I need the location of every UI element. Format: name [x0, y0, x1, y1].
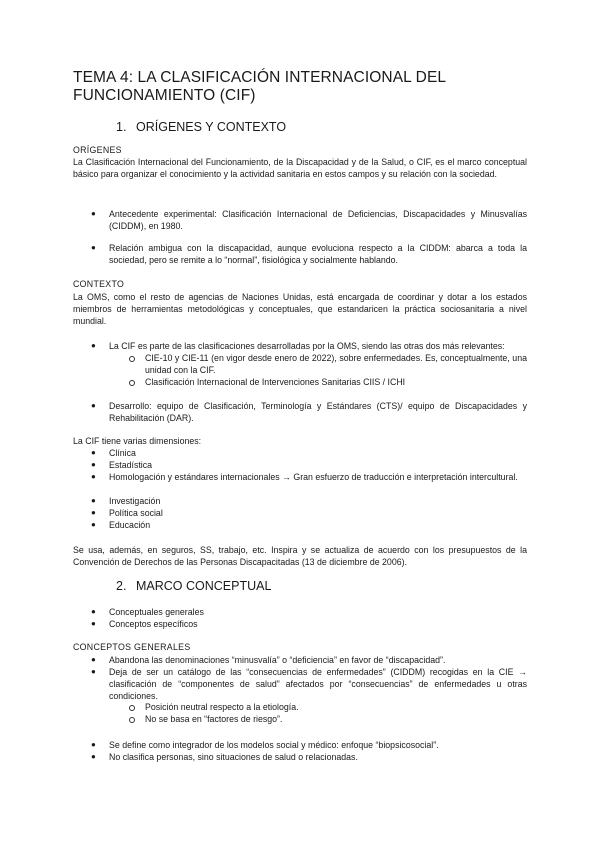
list-item: Investigación [109, 496, 161, 506]
list-item: Se define como integrador de los modelos social y médico: enfoque “biopsicosocial”. [109, 740, 439, 750]
bullet-dot: ● [91, 667, 96, 676]
bullet-dot: ● [91, 401, 96, 410]
sub-list-item: Posición neutral respecto a la etiología. [145, 702, 299, 712]
section-number: 1. [116, 120, 127, 134]
sub-bullet-circle [129, 356, 135, 362]
section-title: MARCO CONCEPTUAL [136, 579, 272, 593]
list-item: Educación [109, 520, 151, 530]
list-item: Relación ambigua con la discapacidad, aunque evoluciona respecto a la CIDDM: abarca a toda la sociedad, pero se remite a lo “normal”, fisiológica y socialmente hablando. [109, 243, 527, 265]
bullet-dot: ● [91, 460, 96, 469]
sub-list-item: CIE-10 y CIE-11 (en vigor desde enero de 2022), sobre enfermedades. Es, conceptualmente, una unidad con la CIF. [145, 353, 527, 375]
bullet-dot: ● [91, 472, 96, 481]
sub-bullet-circle [129, 705, 135, 711]
list-item: Abandona las denominaciones “minusvalía” o “deficiencia” en favor de “discapacidad”. [109, 655, 446, 665]
list-item: Homologación y estándares internacionales → Gran esfuerzo de traducción e interpretación intercultural. [109, 472, 518, 482]
page-title: TEMA 4: LA CLASIFICACIÓN INTERNACIONAL DEL FUNCIONAMIENTO (CIF) [73, 69, 446, 104]
bullet-dot: ● [91, 752, 96, 761]
list-item: Antecedente experimental: Clasificación Internacional de Deficiencias, Discapacidades y Minusvalías (CIDDM), en 1980. [109, 209, 527, 231]
list-item: Deja de ser un catálogo de las “consecuencias de enfermedades” (CIDDM) recogidas en la CIE → clasificación de “componentes de salud” afectados por “consecuencias” de enfermedades u otras condiciones. [109, 667, 527, 701]
bullet-dot: ● [91, 508, 96, 517]
section-2-heading [116, 579, 516, 594]
section-title: ORÍGENES Y CONTEXTO [136, 120, 287, 134]
bullet-dot: ● [91, 448, 96, 457]
list-item: No clasifica personas, sino situaciones de salud o relacionadas. [109, 752, 358, 762]
bullet-dot: ● [91, 209, 96, 218]
subheading-contexto: CONTEXTO [73, 279, 125, 289]
paragraph-uso: Se usa, además, en seguros, SS, trabajo, etc. Inspira y se actualiza de acuerdo con los presupuestos de la Convención de Derechos de las Personas Discapacitadas (13 de diciembre de 2006). [73, 545, 527, 567]
list-item: Conceptuales generales [109, 607, 204, 617]
bullet-dot: ● [91, 607, 96, 616]
bullet-dot: ● [91, 496, 96, 505]
bullet-dot: ● [91, 520, 96, 529]
section-number: 2. [116, 579, 127, 593]
paragraph-contexto: La OMS, como el resto de agencias de Naciones Unidas, está encargada de coordinar y dotar a los estados miembros de herramientas metodológicas y conceptuales, que estandaricen la práctica sociosanitaria a nivel mundial. [73, 292, 527, 326]
list-item: La CIF es parte de las clasificaciones desarrolladas por la OMS, siendo las otras dos más relevantes: [109, 341, 505, 351]
list-item: Conceptos específicos [109, 619, 198, 629]
list-item: Desarrollo: equipo de Clasificación, Terminología y Estándares (CTS)/ equipo de Discapacidades y Rehabilitación (DAR). [109, 401, 527, 423]
section-1-heading [116, 120, 516, 135]
bullet-dot: ● [91, 655, 96, 664]
list-item: Estadística [109, 460, 153, 470]
subheading-conceptos: CONCEPTOS GENERALES [73, 642, 191, 652]
list-item: Política social [109, 508, 163, 518]
list-item: Clínica [109, 448, 136, 458]
paragraph-dimensiones: La CIF tiene varias dimensiones: [73, 436, 202, 446]
sub-list-item: No se basa en “factores de riesgo”. [145, 714, 283, 724]
bullet-dot: ● [91, 341, 96, 350]
sub-bullet-circle [129, 717, 135, 723]
bullet-dot: ● [91, 740, 96, 749]
paragraph-origenes: La Clasificación Internacional del Funcionamiento, de la Discapacidad y de la Salud, o CIF, es el marco conceptual básico para organizar el conocimiento y la actividad sanitaria en estos campos y su relación con la sociedad. [73, 157, 527, 179]
bullet-dot: ● [91, 619, 96, 628]
subheading-origenes: ORÍGENES [73, 145, 122, 155]
sub-bullet-circle [129, 380, 135, 386]
bullet-dot: ● [91, 243, 96, 252]
sub-list-item: Clasificación Internacional de Intervenciones Sanitarias CIIS / ICHI [145, 377, 406, 387]
